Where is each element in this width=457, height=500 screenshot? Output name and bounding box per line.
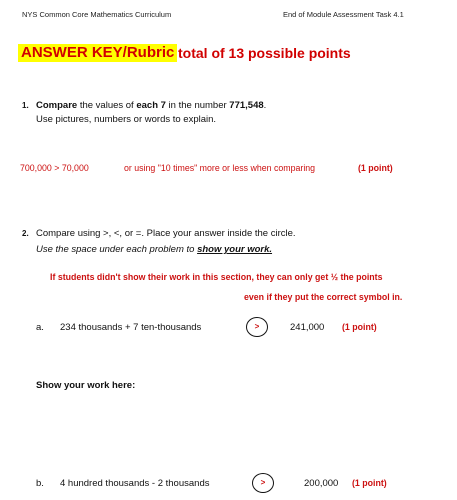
q2-instructions: Compare using >, <, or =. Place your answer inside the circle.	[36, 228, 296, 239]
q1-each-seven: each 7	[136, 100, 166, 111]
q2-show-work-emphasis: show your work.	[197, 244, 273, 255]
part-a-answer-circle: >	[246, 317, 268, 337]
q1-points: (1 point)	[358, 163, 393, 173]
q1-text-end: .	[263, 100, 267, 111]
question-2-line-1	[22, 228, 296, 239]
answer-key-title: ANSWER KEY/Rubric	[18, 44, 177, 62]
show-work-label: Show your work here:	[36, 380, 136, 391]
q1-text-mid2: in the number	[165, 100, 230, 111]
part-a-points: (1 point)	[342, 322, 377, 332]
part-b-label: b.	[36, 478, 44, 489]
q2-instruction-prefix: Use the space under each problem to	[36, 244, 198, 255]
grading-warning-line-2: even if they put the correct symbol in.	[244, 292, 403, 302]
part-b-points: (1 point)	[352, 478, 387, 488]
q1-number-value: 771,548	[229, 100, 264, 111]
part-b-expression: 4 hundred thousands - 2 thousands	[60, 478, 210, 489]
curriculum-header: NYS Common Core Mathematics Curriculum	[22, 10, 172, 19]
q1-answer: 700,000 > 70,000	[20, 163, 89, 173]
part-a-compare-value: 241,000	[290, 322, 325, 333]
part-b-answer-circle: >	[252, 473, 274, 493]
question-2-number: 2.	[22, 229, 29, 238]
q1-text-mid: the values of	[77, 100, 137, 111]
question-1-line-2: Use pictures, numbers or words to explain.	[36, 114, 217, 125]
question-2-line-2	[36, 244, 272, 255]
grading-warning-line-1: If students didn't show their work in this section, they can only get ½ the points	[50, 272, 383, 282]
assessment-header: End of Module Assessment Task 4.1	[283, 10, 404, 19]
total-points-title: total of 13 possible points	[178, 45, 351, 61]
question-1-line-1	[22, 98, 266, 113]
q1-answer-alt: or using "10 times" more or less when comparing	[124, 163, 316, 173]
question-1-number: 1.	[22, 101, 29, 110]
part-b-compare-value: 200,000	[304, 478, 339, 489]
part-a-label: a.	[36, 322, 44, 333]
q1-compare-word: Compare	[36, 100, 78, 111]
part-a-expression: 234 thousands + 7 ten-thousands	[60, 322, 202, 333]
